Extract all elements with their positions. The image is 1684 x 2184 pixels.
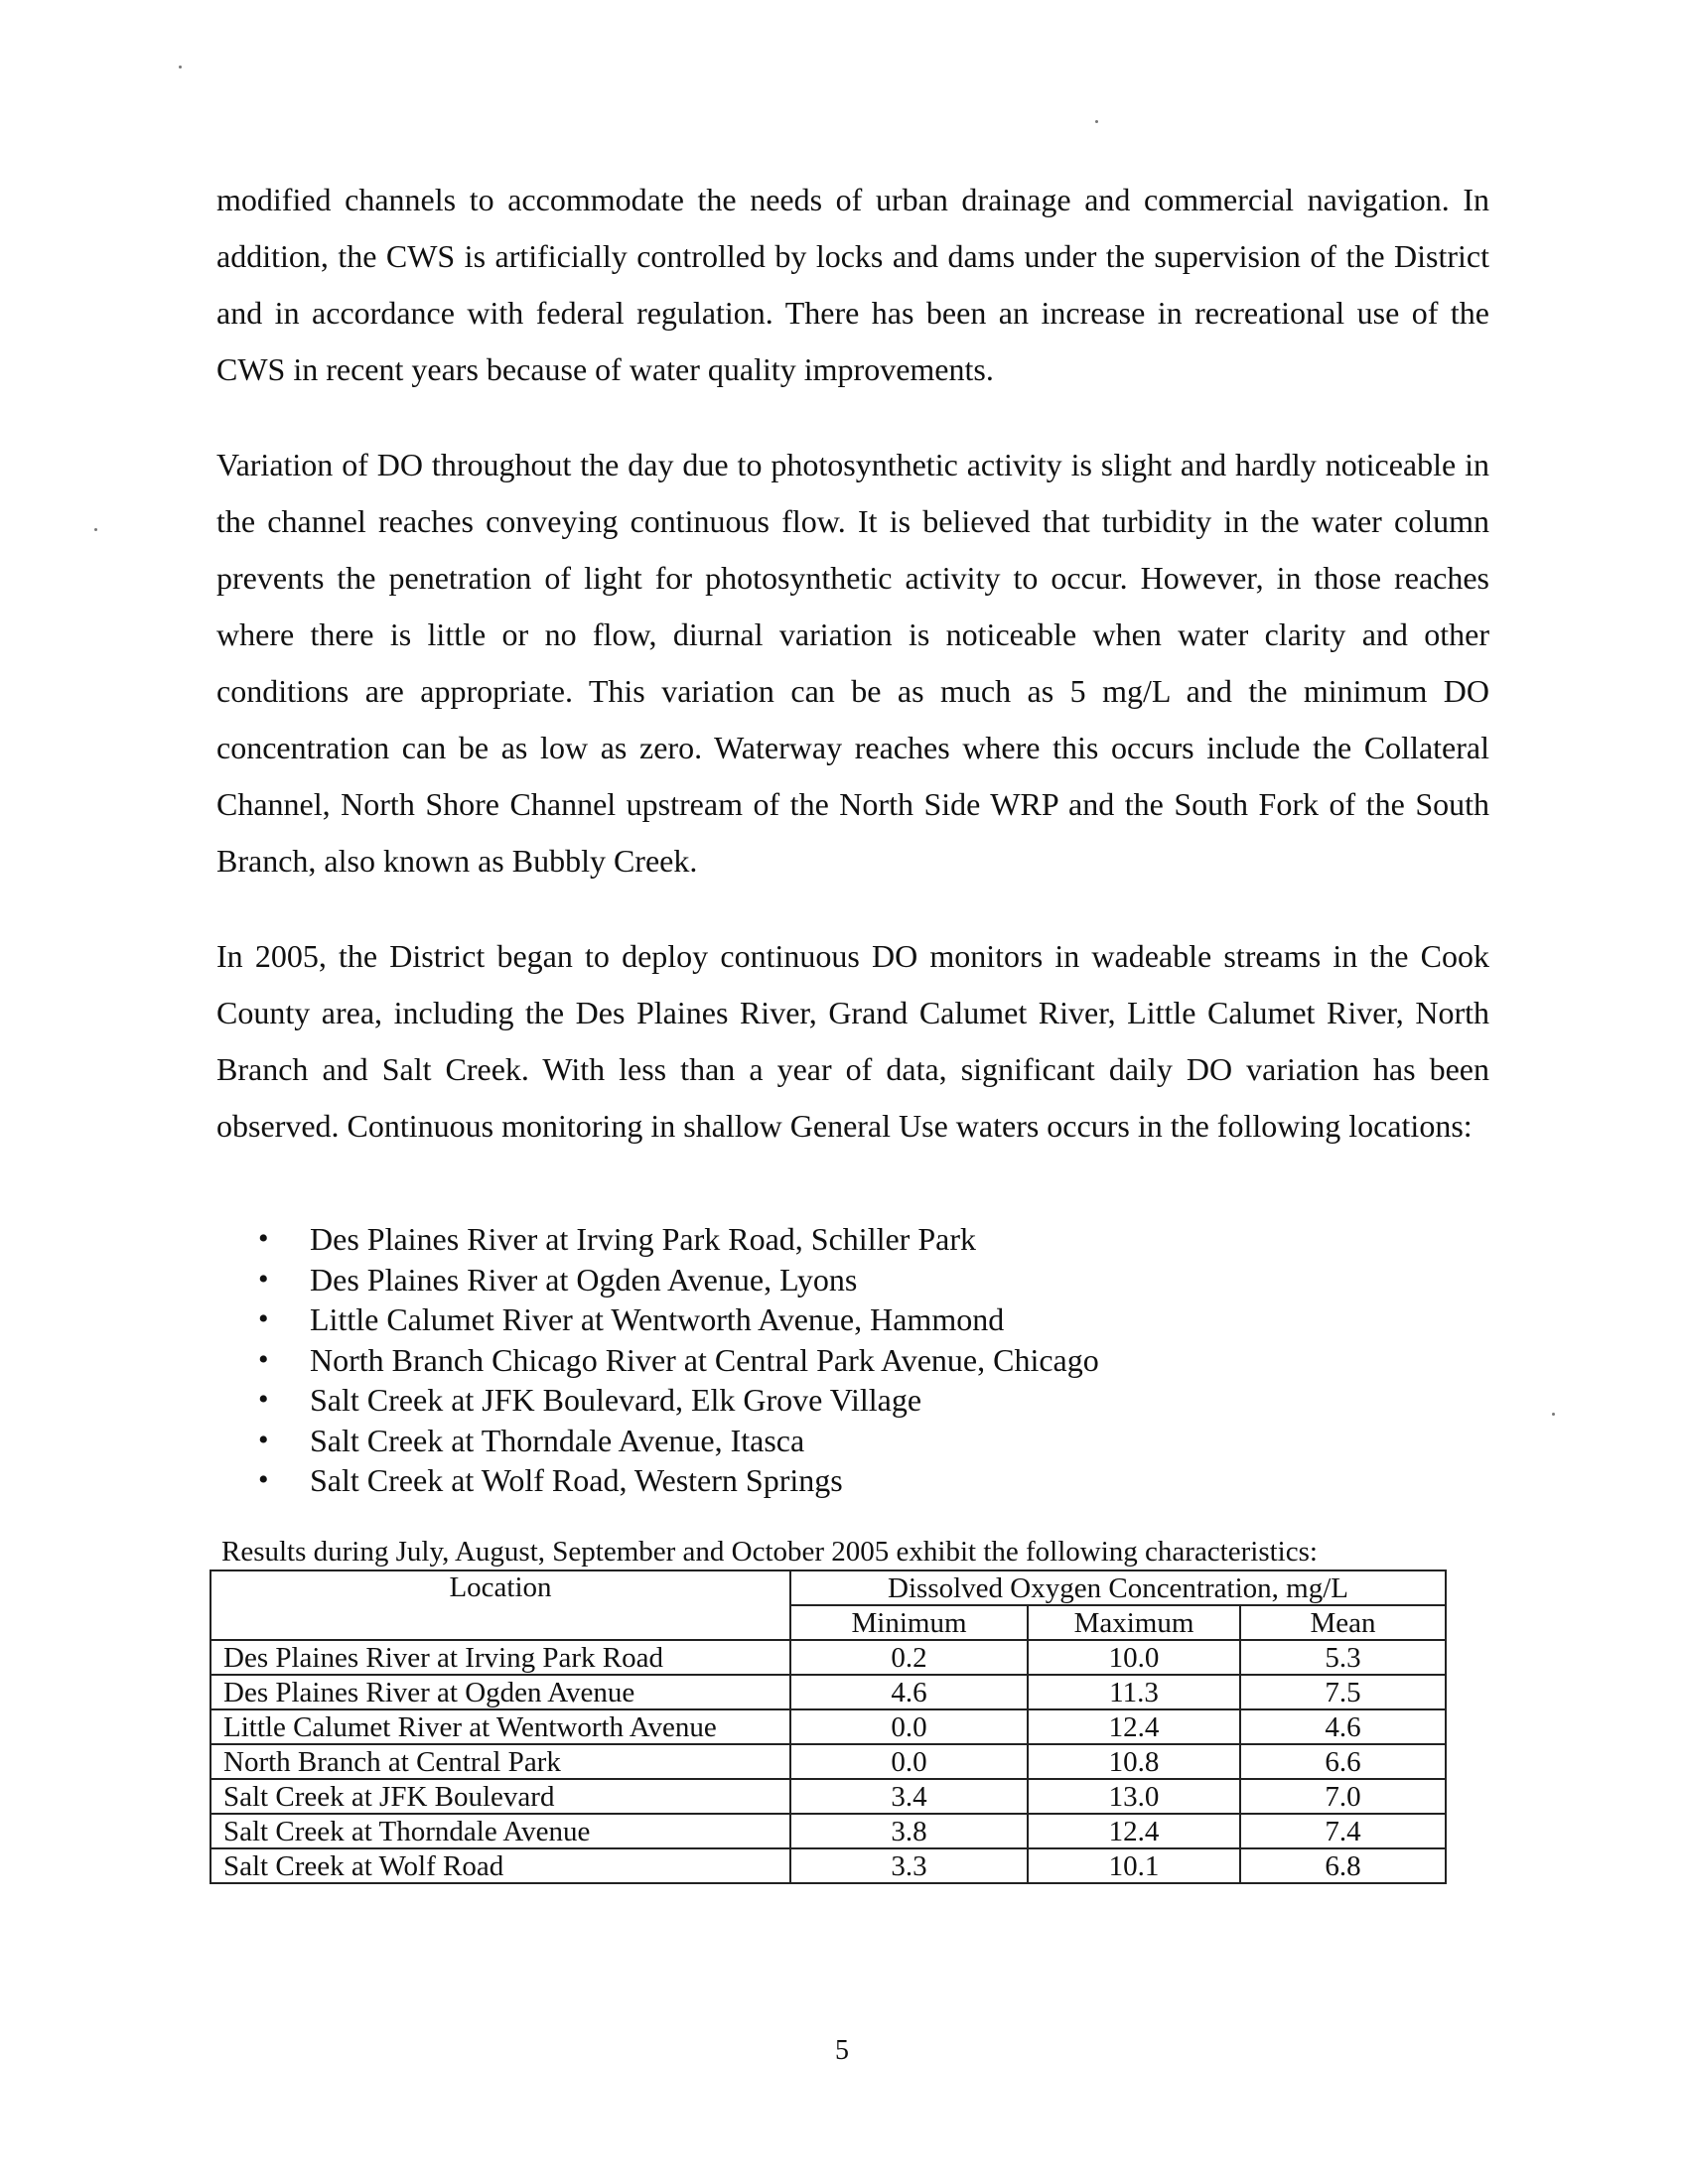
table-row bbox=[210, 1675, 1446, 1709]
table-header-row bbox=[210, 1570, 1446, 1605]
scan-speck bbox=[1095, 120, 1098, 123]
header-location: Location bbox=[210, 1570, 790, 1640]
header-minimum: Minimum bbox=[790, 1605, 1028, 1640]
cell-mean: 6.8 bbox=[1240, 1848, 1446, 1883]
cell-minimum: 0.0 bbox=[790, 1744, 1028, 1779]
cell-maximum: 12.4 bbox=[1028, 1709, 1240, 1744]
paragraph-do-variation: Variation of DO throughout the day due to photosynthetic activity is slight and hardly noticeable in the channel reaches conveying continuous flow. It is believed that turbidity in the water column prevents the penetration of light for photosynthetic activity to occur. However, in those reaches where there is little or no flow, diurnal variation is noticeable when water clarity and other conditions are appropriate. This variation can be as much as 5 mg/L and the minimum DO concentration can be as low as zero. Waterway reaches where this occurs include the Collateral Channel, North Shore Channel upstream of the North Side WRP and the South Fork of the South Branch, also known as Bubbly Creek. bbox=[216, 447, 1489, 879]
header-do-concentration: Dissolved Oxygen Concentration, mg/L bbox=[790, 1570, 1446, 1605]
scan-speck bbox=[94, 528, 97, 531]
cell-mean: 7.4 bbox=[1240, 1814, 1446, 1848]
cell-maximum: 11.3 bbox=[1028, 1675, 1240, 1709]
cell-mean: 5.3 bbox=[1240, 1640, 1446, 1675]
cell-minimum: 0.2 bbox=[790, 1640, 1028, 1675]
paragraph-continuous-monitors: In 2005, the District began to deploy continuous DO monitors in wadeable streams in the Cook County area, including the Des Plaines River, Grand Calumet River, Little Calumet River, North Branch and Salt Creek. With less than a year of data, significant daily DO variation has been observed. Continuous monitoring in shallow General Use waters occurs in the following locations: bbox=[216, 938, 1489, 1144]
page-number: 5 bbox=[835, 2035, 849, 2066]
table-row bbox=[210, 1744, 1446, 1779]
cell-maximum: 10.1 bbox=[1028, 1848, 1240, 1883]
cell-mean: 4.6 bbox=[1240, 1709, 1446, 1744]
list-item: • Salt Creek at Thorndale Avenue, Itasca bbox=[258, 1421, 1099, 1461]
cell-minimum: 3.4 bbox=[790, 1779, 1028, 1814]
table-row bbox=[210, 1814, 1446, 1848]
cell-maximum: 12.4 bbox=[1028, 1814, 1240, 1848]
cell-location: Des Plaines River at Irving Park Road bbox=[210, 1640, 790, 1675]
cell-maximum: 10.0 bbox=[1028, 1640, 1240, 1675]
cell-location: Salt Creek at JFK Boulevard bbox=[210, 1779, 790, 1814]
table-caption: Results during July, August, September and October 2005 exhibit the following characteristics: bbox=[221, 1536, 1318, 1568]
cell-location: Des Plaines River at Ogden Avenue bbox=[210, 1675, 790, 1709]
cell-maximum: 13.0 bbox=[1028, 1779, 1240, 1814]
cell-mean: 7.5 bbox=[1240, 1675, 1446, 1709]
table-row bbox=[210, 1709, 1446, 1744]
list-item: • Salt Creek at JFK Boulevard, Elk Grove Village bbox=[258, 1380, 1099, 1421]
table-row bbox=[210, 1848, 1446, 1883]
scan-speck bbox=[179, 66, 182, 68]
list-item: • Des Plaines River at Irving Park Road, Schiller Park bbox=[258, 1219, 1099, 1260]
table-row bbox=[210, 1779, 1446, 1814]
list-item: • Des Plaines River at Ogden Avenue, Lyons bbox=[258, 1260, 1099, 1300]
header-mean: Mean bbox=[1240, 1605, 1446, 1640]
list-item: • Salt Creek at Wolf Road, Western Springs bbox=[258, 1460, 1099, 1501]
cell-location: Little Calumet River at Wentworth Avenue bbox=[210, 1709, 790, 1744]
paragraph-cws-channels: modified channels to accommodate the needs of urban drainage and commercial navigation. In addition, the CWS is artificially controlled by locks and dams under the supervision of the District and in accordance with federal regulation. There has been an increase in recreational use of the CWS in recent years because of water quality improvements. bbox=[216, 182, 1489, 387]
cell-minimum: 4.6 bbox=[790, 1675, 1028, 1709]
list-item: • Little Calumet River at Wentworth Avenue, Hammond bbox=[258, 1299, 1099, 1340]
cell-minimum: 3.8 bbox=[790, 1814, 1028, 1848]
cell-minimum: 3.3 bbox=[790, 1848, 1028, 1883]
cell-mean: 7.0 bbox=[1240, 1779, 1446, 1814]
cell-mean: 6.6 bbox=[1240, 1744, 1446, 1779]
cell-location: Salt Creek at Wolf Road bbox=[210, 1848, 790, 1883]
monitoring-locations-list bbox=[258, 1219, 1099, 1501]
list-item: • North Branch Chicago River at Central Park Avenue, Chicago bbox=[258, 1340, 1099, 1381]
cell-minimum: 0.0 bbox=[790, 1709, 1028, 1744]
cell-maximum: 10.8 bbox=[1028, 1744, 1240, 1779]
header-maximum: Maximum bbox=[1028, 1605, 1240, 1640]
cell-location: Salt Creek at Thorndale Avenue bbox=[210, 1814, 790, 1848]
cell-location: North Branch at Central Park bbox=[210, 1744, 790, 1779]
dissolved-oxygen-table bbox=[210, 1570, 1447, 1884]
scan-speck bbox=[1552, 1413, 1555, 1416]
table-row bbox=[210, 1640, 1446, 1675]
